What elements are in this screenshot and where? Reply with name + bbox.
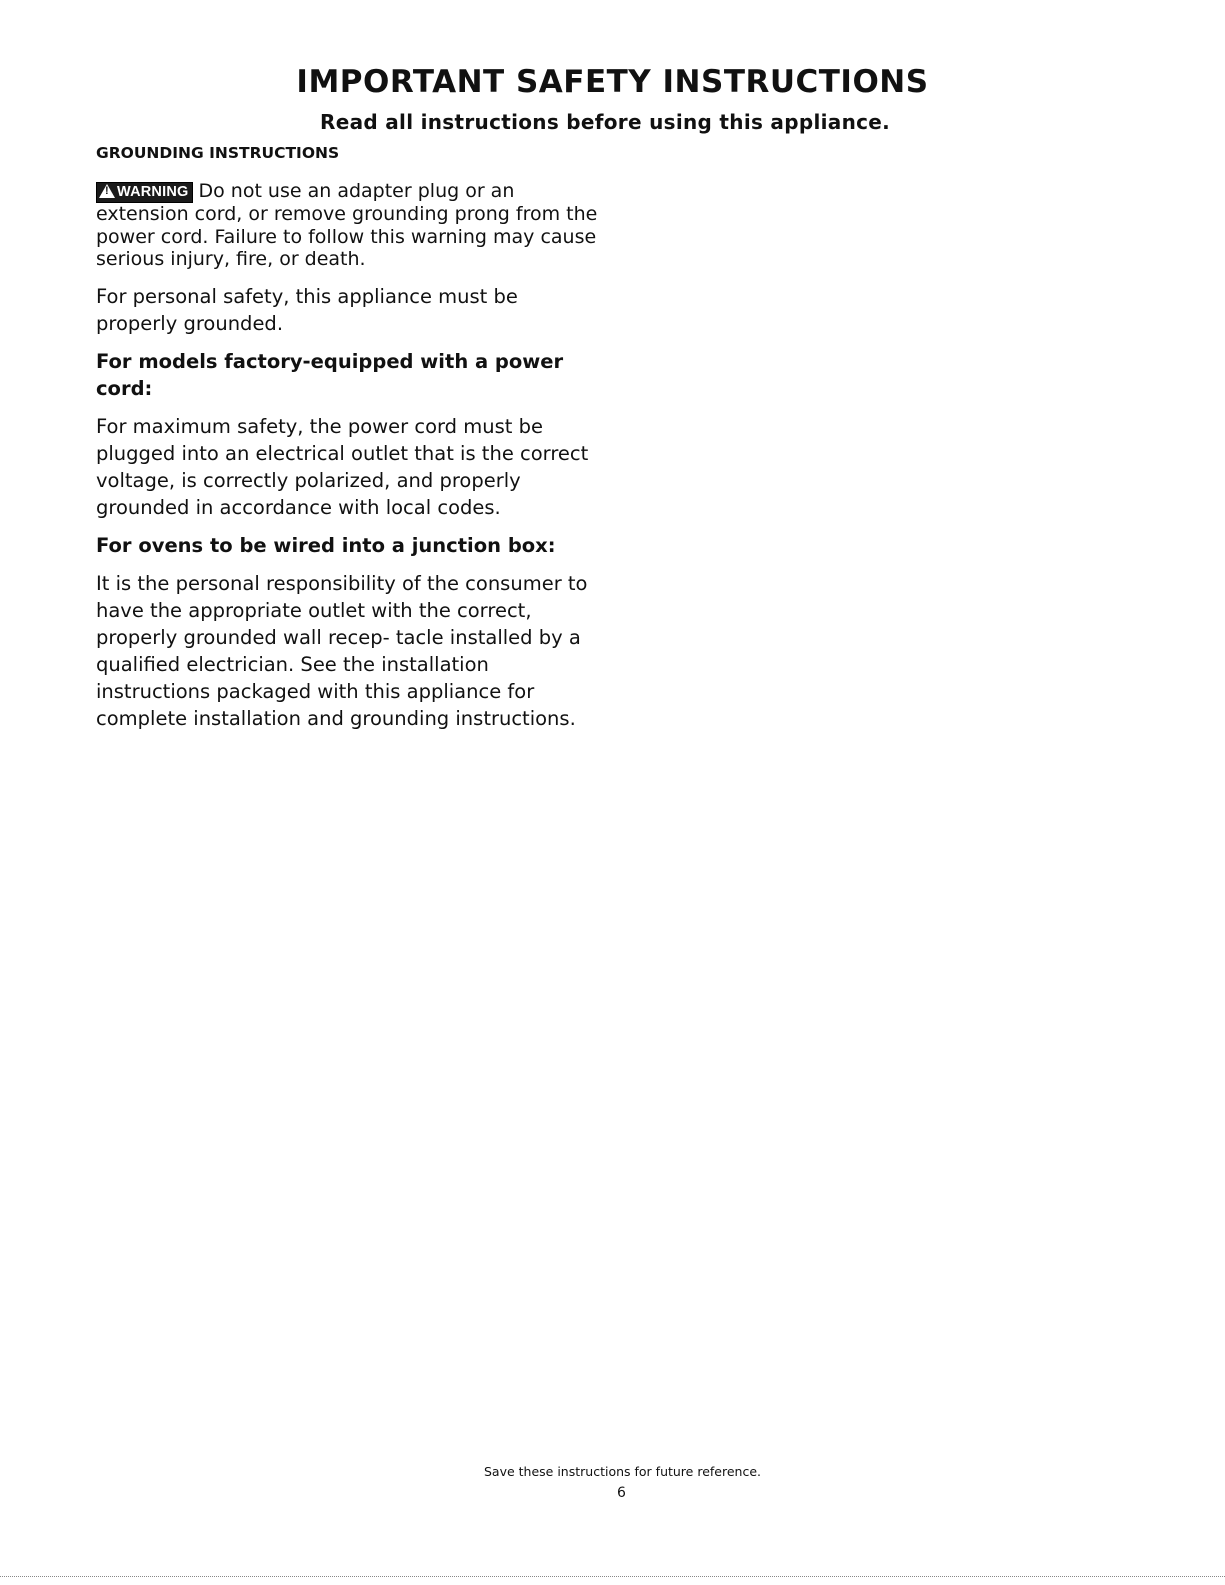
page-subtitle: Read all instructions before using this appliance. (320, 110, 891, 134)
warning-badge (96, 182, 193, 203)
warning-text: Do not use an adapter plug or an extension cord, or remove grounding prong from the power cord. Failure to follow this warning may cause serious injury, fire, or death. (96, 180, 598, 270)
section-heading: GROUNDING INSTRUCTIONS (96, 144, 340, 162)
bottom-divider (0, 1576, 1225, 1577)
junction-box-paragraph: It is the personal responsibility of the consumer to have the appropriate outlet with the correct, properly grounded wall recep- tacle installed by a qualified electrician. See the installation instructions packaged with this appliance for complete installation and grounding instructions. (96, 571, 588, 730)
power-cord-paragraph: For maximum safety, the power cord must be plugged into an electrical outlet that is the correct voltage, is correctly polarized, and properly grounded in accordance with local codes. (96, 414, 589, 519)
warning-badge-label: WARNING (117, 184, 189, 200)
grounding-paragraph: For personal safety, this appliance must be properly grounded. (96, 284, 518, 335)
junction-box-subheading: For ovens to be wired into a junction box: (96, 533, 556, 557)
footer-note: Save these instructions for future reference. (483, 1464, 761, 1479)
warning-paragraph (96, 180, 601, 271)
warning-triangle-icon (99, 184, 115, 198)
page-title: IMPORTANT SAFETY INSTRUCTIONS (296, 64, 929, 100)
power-cord-subheading: For models factory-equipped with a power cord: (96, 349, 564, 400)
content-column (96, 180, 601, 743)
page-number: 6 (617, 1485, 626, 1501)
